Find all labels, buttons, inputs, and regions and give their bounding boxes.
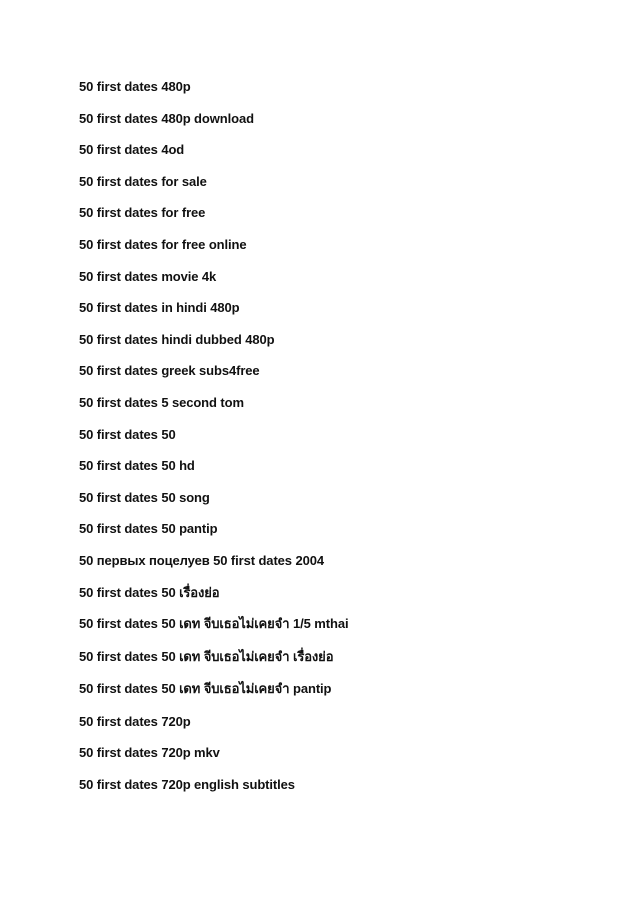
list-item: 50 first dates for free <box>79 205 206 221</box>
list-item: 50 first dates hindi dubbed 480p <box>79 331 275 347</box>
list-item: 50 first dates for free online <box>79 236 247 252</box>
keyword-list <box>79 78 599 808</box>
list-item: 50 first dates 480p <box>79 79 191 94</box>
list-item: 50 first dates 480p download <box>79 110 254 126</box>
list-item: 50 first dates 720p <box>79 713 191 729</box>
list-item: 50 first dates 4od <box>79 142 185 158</box>
list-item: 50 first dates 50 <box>79 426 176 442</box>
list-item: 50 first dates 50 pantip <box>79 521 218 537</box>
list-item: 50 first dates 720p english subtitles <box>79 777 295 793</box>
list-item: 50 first dates movie 4k <box>79 268 217 284</box>
list-item: 50 первых поцелуев 50 first dates 2004 <box>79 552 324 568</box>
list-item: 50 first dates 50 เดท จีบเธอไม่เคยจำ 1/5 mthai <box>79 616 349 632</box>
list-item: 50 first dates 50 เดท จีบเธอไม่เคยจำ pantip <box>79 681 332 697</box>
list-item: 50 first dates 720p mkv <box>79 745 220 761</box>
list-item: 50 first dates 50 เดท จีบเธอไม่เคยจำ เรื่องย่อ <box>79 648 334 664</box>
list-item: 50 first dates in hindi 480p <box>79 300 240 316</box>
list-item: 50 first dates greek subs4free <box>79 363 260 379</box>
list-item: 50 first dates 5 second tom <box>79 394 244 410</box>
list-item: 50 first dates 50 song <box>79 489 210 505</box>
list-item: 50 first dates 50 เรื่องย่อ <box>79 584 220 600</box>
list-item: 50 first dates for sale <box>79 173 207 189</box>
list-item: 50 first dates 50 hd <box>79 458 195 474</box>
